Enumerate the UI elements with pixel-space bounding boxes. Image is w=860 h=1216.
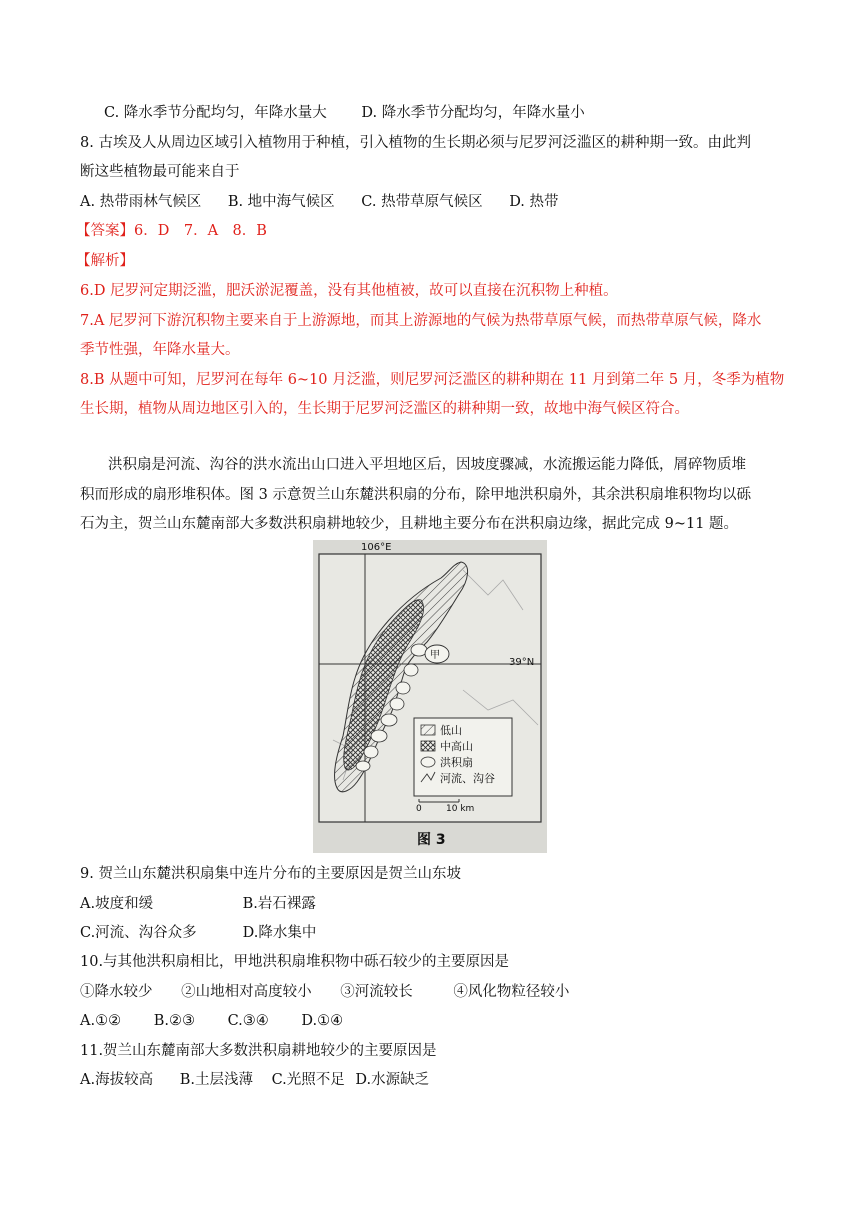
q10-option-a: A.①②	[80, 1013, 122, 1029]
q10-statement-1: ①降水较少	[80, 984, 153, 1000]
q7-options-row	[104, 103, 585, 123]
q10-options-row	[80, 1011, 343, 1031]
figure-caption: 图 3	[417, 832, 446, 848]
q8-stem-line2: 断这些植物最可能来自于	[80, 164, 240, 180]
q11-options-row	[80, 1070, 429, 1090]
q10-option-c: C.③④	[227, 1013, 269, 1029]
q10-option-b: B.②③	[153, 1013, 195, 1029]
q9-option-a: A.坡度和缓	[80, 896, 154, 912]
q9-option-c: C.河流、沟谷众多	[80, 925, 197, 941]
analysis-6: 6.D 尼罗河定期泛滥，肥沃淤泥覆盖，没有其他植被，故可以直接在沉积物上种植。	[80, 283, 618, 299]
legend-low-mountain: 低山	[440, 724, 462, 737]
analysis-8-line2: 生长期，植物从周边地区引入的，生长期于尼罗河泛滥区的耕种期一致，故地中海气候区符合。	[80, 401, 689, 417]
q11-option-d: D.水源缺乏	[355, 1072, 430, 1088]
answer-line: 【答案】6．D 7．A 8．B	[76, 223, 267, 239]
scale-distance-label: 10 km	[446, 804, 475, 814]
passage-line2: 积而形成的扇形堆积体。图 3 示意贺兰山东麓洪积扇的分布，除甲地洪积扇外，其余洪积扇堆积物均以砾	[80, 487, 751, 503]
q11-option-a: A.海拔较高	[80, 1072, 154, 1088]
legend-river-valley: 河流、沟谷	[440, 772, 495, 785]
q10-stem: 10.与其他洪积扇相比，甲地洪积扇堆积物中砾石较少的主要原因是	[80, 954, 510, 970]
q9-option-d: D.降水集中	[242, 925, 317, 941]
figure-3-map	[313, 540, 547, 853]
q9-options-row1	[80, 894, 316, 914]
legend-low-mountain-swatch	[421, 725, 435, 735]
scale-zero-label: 0	[416, 804, 422, 814]
analysis-title: 【解析】	[76, 253, 134, 269]
longitude-label: 106°E	[361, 542, 392, 553]
q7-option-c: C. 降水季节分配均匀，年降水量大	[104, 105, 327, 121]
q10-statement-3: ③河流较长	[340, 984, 413, 1000]
q8-stem-line1: 8. 古埃及人从周边区域引入植物用于种植，引入植物的生长期必须与尼罗河泛滥区的耕种期一致。由此判	[80, 135, 751, 151]
passage-line1: 洪积扇是河流、沟谷的洪水流出山口进入平坦地区后，因坡度骤减，水流搬运能力降低，屑碎物质堆	[108, 457, 746, 473]
q10-option-d: D.①④	[301, 1013, 344, 1029]
q7-option-d: D. 降水季节分配均匀，年降水量小	[361, 105, 585, 121]
legend-alluvial-fan: 洪积扇	[440, 756, 473, 769]
q8-option-b: B. 地中海气候区	[227, 194, 335, 210]
q11-option-c: C.光照不足	[271, 1072, 345, 1088]
analysis-8-line1: 8.B 从题中可知，尼罗河在每年 6~10 月泛滥，则尼罗河泛滥区的耕种期在 11 月到第二年 5 月，冬季为植物	[80, 372, 785, 388]
analysis-7-line1: 7.A 尼罗河下游沉积物主要来自于上游源地，而其上游源地的气候为热带草原气候，而热带草原气候，降水	[80, 313, 762, 329]
q8-options-row	[80, 192, 559, 212]
q11-option-b: B.土层浅薄	[179, 1072, 253, 1088]
q10-statement-2: ②山地相对高度较小	[181, 984, 312, 1000]
q9-options-row2	[80, 923, 316, 943]
q8-option-a: A. 热带雨林气候区	[80, 194, 202, 210]
q10-statements-row	[80, 982, 569, 1002]
place-jia-label: 甲	[430, 650, 440, 661]
q9-option-b: B.岩石裸露	[242, 896, 316, 912]
latitude-label: 39°N	[509, 657, 535, 668]
legend-high-mountain-swatch	[421, 741, 435, 751]
passage-line3: 石为主，贺兰山东麓南部大多数洪积扇耕地较少，且耕地主要分布在洪积扇边缘，据此完成 9~11 题。	[80, 516, 739, 532]
q9-stem: 9. 贺兰山东麓洪积扇集中连片分布的主要原因是贺兰山东坡	[80, 866, 461, 882]
q11-stem: 11.贺兰山东麓南部大多数洪积扇耕地较少的主要原因是	[80, 1043, 437, 1059]
legend-high-mountain: 中高山	[440, 740, 473, 753]
legend-fan-swatch	[421, 757, 435, 767]
q10-statement-4: ④风化物粒径较小	[453, 984, 570, 1000]
q8-option-d: D. 热带	[509, 194, 559, 210]
q8-option-c: C. 热带草原气候区	[361, 194, 483, 210]
analysis-7-line2: 季节性强，年降水量大。	[80, 342, 240, 358]
